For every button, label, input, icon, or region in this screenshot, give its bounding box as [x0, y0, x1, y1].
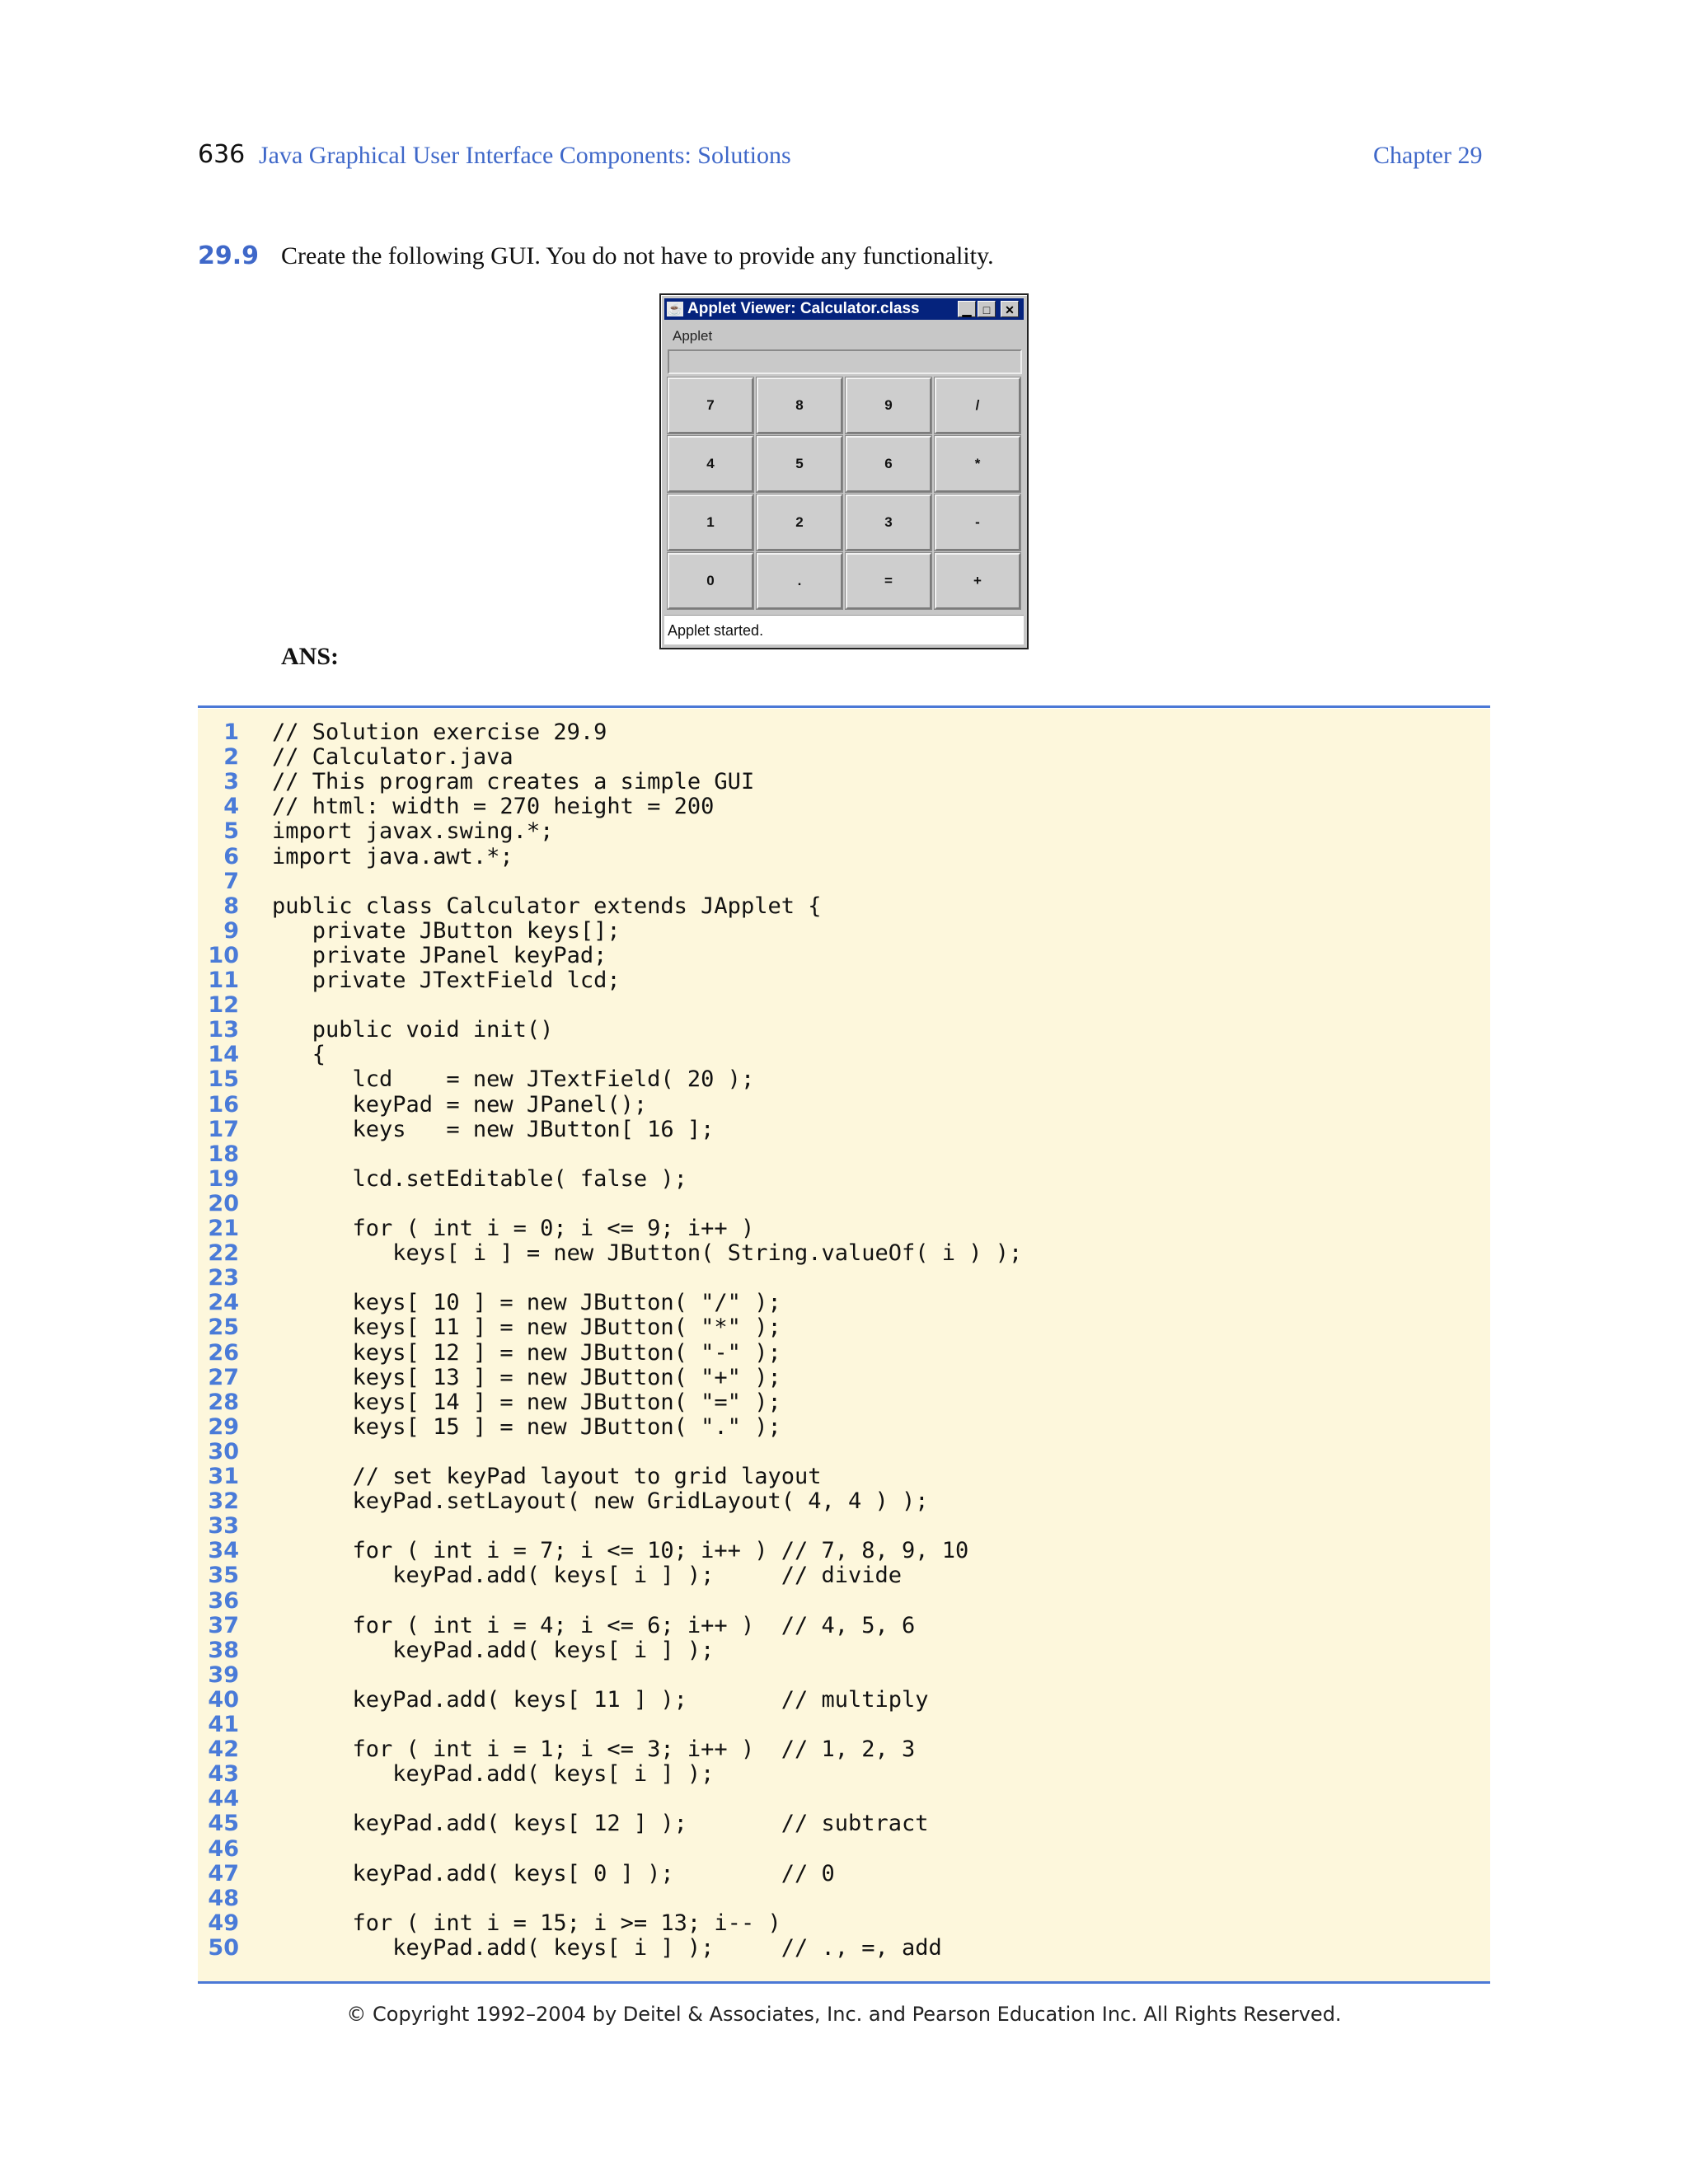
code-line	[198, 1688, 1490, 1713]
line-number: 46	[208, 1835, 239, 1862]
line-number: 28	[208, 1389, 239, 1415]
line-number: 26	[208, 1339, 239, 1366]
code-text: for ( int i = 7; i <= 10; i++ ) // 7, 8, 9, 10	[272, 1538, 969, 1564]
calc-key[interactable]: 2	[757, 494, 842, 551]
code-line	[198, 1589, 1490, 1614]
code-text: lcd.setEditable( false );	[272, 1165, 687, 1192]
minimize-button[interactable]: ▁	[958, 301, 976, 317]
applet-menu[interactable]: Applet	[673, 328, 713, 344]
calc-key[interactable]: =	[846, 553, 931, 609]
code-line	[198, 1663, 1490, 1688]
code-text: keyPad.add( keys[ 11 ] ); // multiply	[272, 1686, 929, 1713]
line-number: 35	[208, 1563, 239, 1589]
code-text: for ( int i = 4; i <= 6; i++ ) // 4, 5, 6	[272, 1612, 916, 1638]
code-text: private JPanel keyPad;	[272, 942, 607, 968]
code-line	[198, 1762, 1490, 1787]
code-line	[198, 720, 1490, 745]
code-text: for ( int i = 15; i >= 13; i-- )	[272, 1910, 781, 1936]
line-number: 48	[208, 1885, 239, 1911]
line-number: 25	[208, 1315, 239, 1341]
code-line	[198, 1018, 1490, 1043]
line-number: 4	[223, 794, 239, 820]
code-text: keyPad.add( keys[ i ] ); // divide	[272, 1563, 903, 1589]
code-listing	[198, 709, 1490, 1981]
calc-key[interactable]: +	[935, 553, 1020, 609]
code-line	[198, 819, 1490, 844]
calc-key[interactable]: *	[935, 436, 1020, 492]
line-number: 38	[208, 1637, 239, 1663]
calc-key[interactable]: 9	[846, 377, 931, 434]
line-number: 10	[208, 942, 239, 968]
code-text: keys[ 10 ] = new JButton( "/" );	[272, 1290, 781, 1316]
code-line	[198, 993, 1490, 1018]
applet-title: Applet Viewer: Calculator.class	[687, 300, 920, 317]
code-text: import javax.swing.*;	[272, 818, 554, 845]
code-line	[198, 1811, 1490, 1836]
line-number: 14	[208, 1042, 239, 1068]
line-number: 23	[208, 1265, 239, 1291]
line-number: 22	[208, 1240, 239, 1267]
calc-key[interactable]: 8	[757, 377, 842, 434]
chapter-label: Chapter 29	[1373, 142, 1483, 169]
line-number: 30	[208, 1438, 239, 1465]
code-line	[198, 1837, 1490, 1862]
code-line	[198, 1366, 1490, 1390]
line-number: 41	[208, 1712, 239, 1737]
line-number: 32	[208, 1488, 239, 1515]
exercise-text: Create the following GUI. You do not have to provide any functionality.	[281, 242, 994, 269]
line-number: 43	[208, 1761, 239, 1788]
calc-key[interactable]: 1	[668, 494, 753, 551]
code-line	[198, 1440, 1490, 1465]
applet-window	[659, 293, 1029, 649]
code-line	[198, 1563, 1490, 1588]
line-number: 21	[208, 1216, 239, 1241]
line-number: 39	[208, 1661, 239, 1688]
line-number: 49	[208, 1910, 239, 1936]
code-line	[198, 1390, 1490, 1415]
calc-key[interactable]: -	[935, 494, 1020, 551]
code-line	[198, 968, 1490, 993]
code-line	[198, 1291, 1490, 1315]
code-line	[198, 1787, 1490, 1811]
code-text: keyPad = new JPanel();	[272, 1091, 648, 1118]
code-line	[198, 1936, 1490, 1961]
code-text: private JTextField lcd;	[272, 968, 621, 993]
code-text: public class Calculator extends JApplet {	[272, 893, 822, 919]
line-number: 12	[208, 992, 239, 1019]
close-button[interactable]: ✕	[1001, 301, 1019, 317]
applet-titlebar[interactable]	[664, 298, 1024, 320]
code-line	[198, 869, 1490, 894]
line-number: 31	[208, 1464, 239, 1489]
line-number: 45	[208, 1811, 239, 1837]
code-text: keys[ 15 ] = new JButton( "." );	[272, 1413, 781, 1440]
line-number: 19	[208, 1165, 239, 1192]
code-line	[198, 1713, 1490, 1737]
code-line	[198, 770, 1490, 794]
code-text: // set keyPad layout to grid layout	[272, 1464, 822, 1489]
code-line	[198, 1638, 1490, 1663]
line-number: 18	[208, 1141, 239, 1167]
code-line	[198, 1315, 1490, 1340]
code-text: keys[ i ] = new JButton( String.valueOf( i ) );	[272, 1240, 1023, 1267]
calc-key[interactable]: 4	[668, 436, 753, 492]
lcd-display	[668, 349, 1022, 374]
calc-key[interactable]: 3	[846, 494, 931, 551]
line-number: 20	[208, 1190, 239, 1216]
page-number: 636	[198, 140, 246, 169]
code-line	[198, 1043, 1490, 1067]
copyright-footer: © Copyright 1992–2004 by Deitel & Associates, Inc. and Pearson Education Inc. All Rights Reserved.	[346, 2003, 1342, 2026]
code-line	[198, 1886, 1490, 1911]
java-cup-icon: ☕	[668, 302, 682, 316]
line-number: 11	[208, 968, 239, 993]
line-number: 2	[223, 744, 239, 771]
code-line	[198, 1192, 1490, 1216]
code-line	[198, 1465, 1490, 1489]
code-text: keys = new JButton[ 16 ];	[272, 1116, 715, 1142]
line-number: 40	[208, 1686, 239, 1713]
exercise-number: 29.9	[198, 241, 260, 270]
code-line	[198, 1341, 1490, 1366]
code-line	[198, 1614, 1490, 1638]
code-text: // Calculator.java	[272, 744, 513, 771]
line-number: 17	[208, 1116, 239, 1142]
code-text: keyPad.setLayout( new GridLayout( 4, 4 ) );	[272, 1488, 929, 1515]
calc-key[interactable]: .	[757, 553, 842, 609]
code-line	[198, 1093, 1490, 1118]
top-rule	[198, 705, 1490, 708]
code-text: for ( int i = 1; i <= 3; i++ ) // 1, 2, 3	[272, 1736, 916, 1763]
line-number: 3	[223, 769, 239, 795]
code-text: keys[ 14 ] = new JButton( "=" );	[272, 1389, 781, 1415]
code-text: // html: width = 270 height = 200	[272, 794, 715, 820]
code-line	[198, 894, 1490, 919]
line-number: 50	[208, 1934, 239, 1961]
line-number: 13	[208, 1017, 239, 1043]
code-line	[198, 1737, 1490, 1762]
bottom-rule	[198, 1981, 1490, 1984]
code-line	[198, 1241, 1490, 1266]
code-line	[198, 1167, 1490, 1192]
code-text: keyPad.add( keys[ 12 ] ); // subtract	[272, 1811, 929, 1837]
code-line	[198, 1514, 1490, 1539]
code-line	[198, 1216, 1490, 1241]
code-line	[198, 1539, 1490, 1563]
line-number: 6	[223, 843, 239, 869]
code-text: keyPad.add( keys[ i ] ); // ., =, add	[272, 1934, 942, 1961]
code-line	[198, 1266, 1490, 1291]
code-text: keyPad.add( keys[ 0 ] ); // 0	[272, 1860, 835, 1886]
code-line	[198, 1067, 1490, 1092]
line-number: 42	[208, 1736, 239, 1763]
line-number: 44	[208, 1786, 239, 1812]
calc-key[interactable]: 7	[668, 377, 753, 434]
line-number: 5	[223, 818, 239, 845]
code-text: public void init()	[272, 1017, 554, 1043]
code-line	[198, 845, 1490, 869]
running-title: Java Graphical User Interface Components: Solutions	[259, 142, 791, 169]
code-text: {	[272, 1042, 326, 1068]
line-number: 29	[208, 1413, 239, 1440]
line-number: 16	[208, 1091, 239, 1118]
line-number: 24	[208, 1290, 239, 1316]
code-line	[198, 1118, 1490, 1142]
line-number: 27	[208, 1364, 239, 1390]
code-line	[198, 1862, 1490, 1886]
keypad	[668, 377, 1024, 612]
line-number: 7	[223, 868, 239, 894]
code-line	[198, 745, 1490, 770]
code-text: for ( int i = 0; i <= 9; i++ )	[272, 1216, 755, 1241]
line-number: 8	[223, 893, 239, 919]
code-text: keyPad.add( keys[ i ] );	[272, 1761, 715, 1788]
calc-key[interactable]: 0	[668, 553, 753, 609]
line-number: 47	[208, 1860, 239, 1886]
calc-key[interactable]: 5	[757, 436, 842, 492]
code-text: private JButton keys[];	[272, 917, 621, 944]
line-number: 37	[208, 1612, 239, 1638]
line-number: 9	[223, 917, 239, 944]
code-line	[198, 1142, 1490, 1167]
status-bar: Applet started.	[664, 615, 1024, 644]
line-number: 36	[208, 1587, 239, 1614]
calc-key[interactable]: /	[935, 377, 1020, 434]
code-text: lcd = new JTextField( 20 );	[272, 1066, 755, 1093]
code-line	[198, 1489, 1490, 1514]
line-number: 33	[208, 1513, 239, 1540]
line-number: 15	[208, 1066, 239, 1093]
code-text: import java.awt.*;	[272, 843, 513, 869]
calc-key[interactable]: 6	[846, 436, 931, 492]
code-text: keyPad.add( keys[ i ] );	[272, 1637, 715, 1663]
code-text: keys[ 13 ] = new JButton( "+" );	[272, 1364, 781, 1390]
code-line	[198, 944, 1490, 968]
answer-label: ANS:	[281, 643, 340, 670]
code-line	[198, 919, 1490, 944]
code-line	[198, 1911, 1490, 1936]
code-text: keys[ 11 ] = new JButton( "*" );	[272, 1315, 781, 1341]
code-line	[198, 794, 1490, 819]
line-number: 1	[223, 719, 239, 745]
code-text: // This program creates a simple GUI	[272, 769, 755, 795]
code-text: keys[ 12 ] = new JButton( "-" );	[272, 1339, 781, 1366]
line-number: 34	[208, 1538, 239, 1564]
code-line	[198, 1415, 1490, 1440]
code-text: // Solution exercise 29.9	[272, 719, 607, 745]
maximize-button[interactable]: □	[978, 301, 996, 317]
